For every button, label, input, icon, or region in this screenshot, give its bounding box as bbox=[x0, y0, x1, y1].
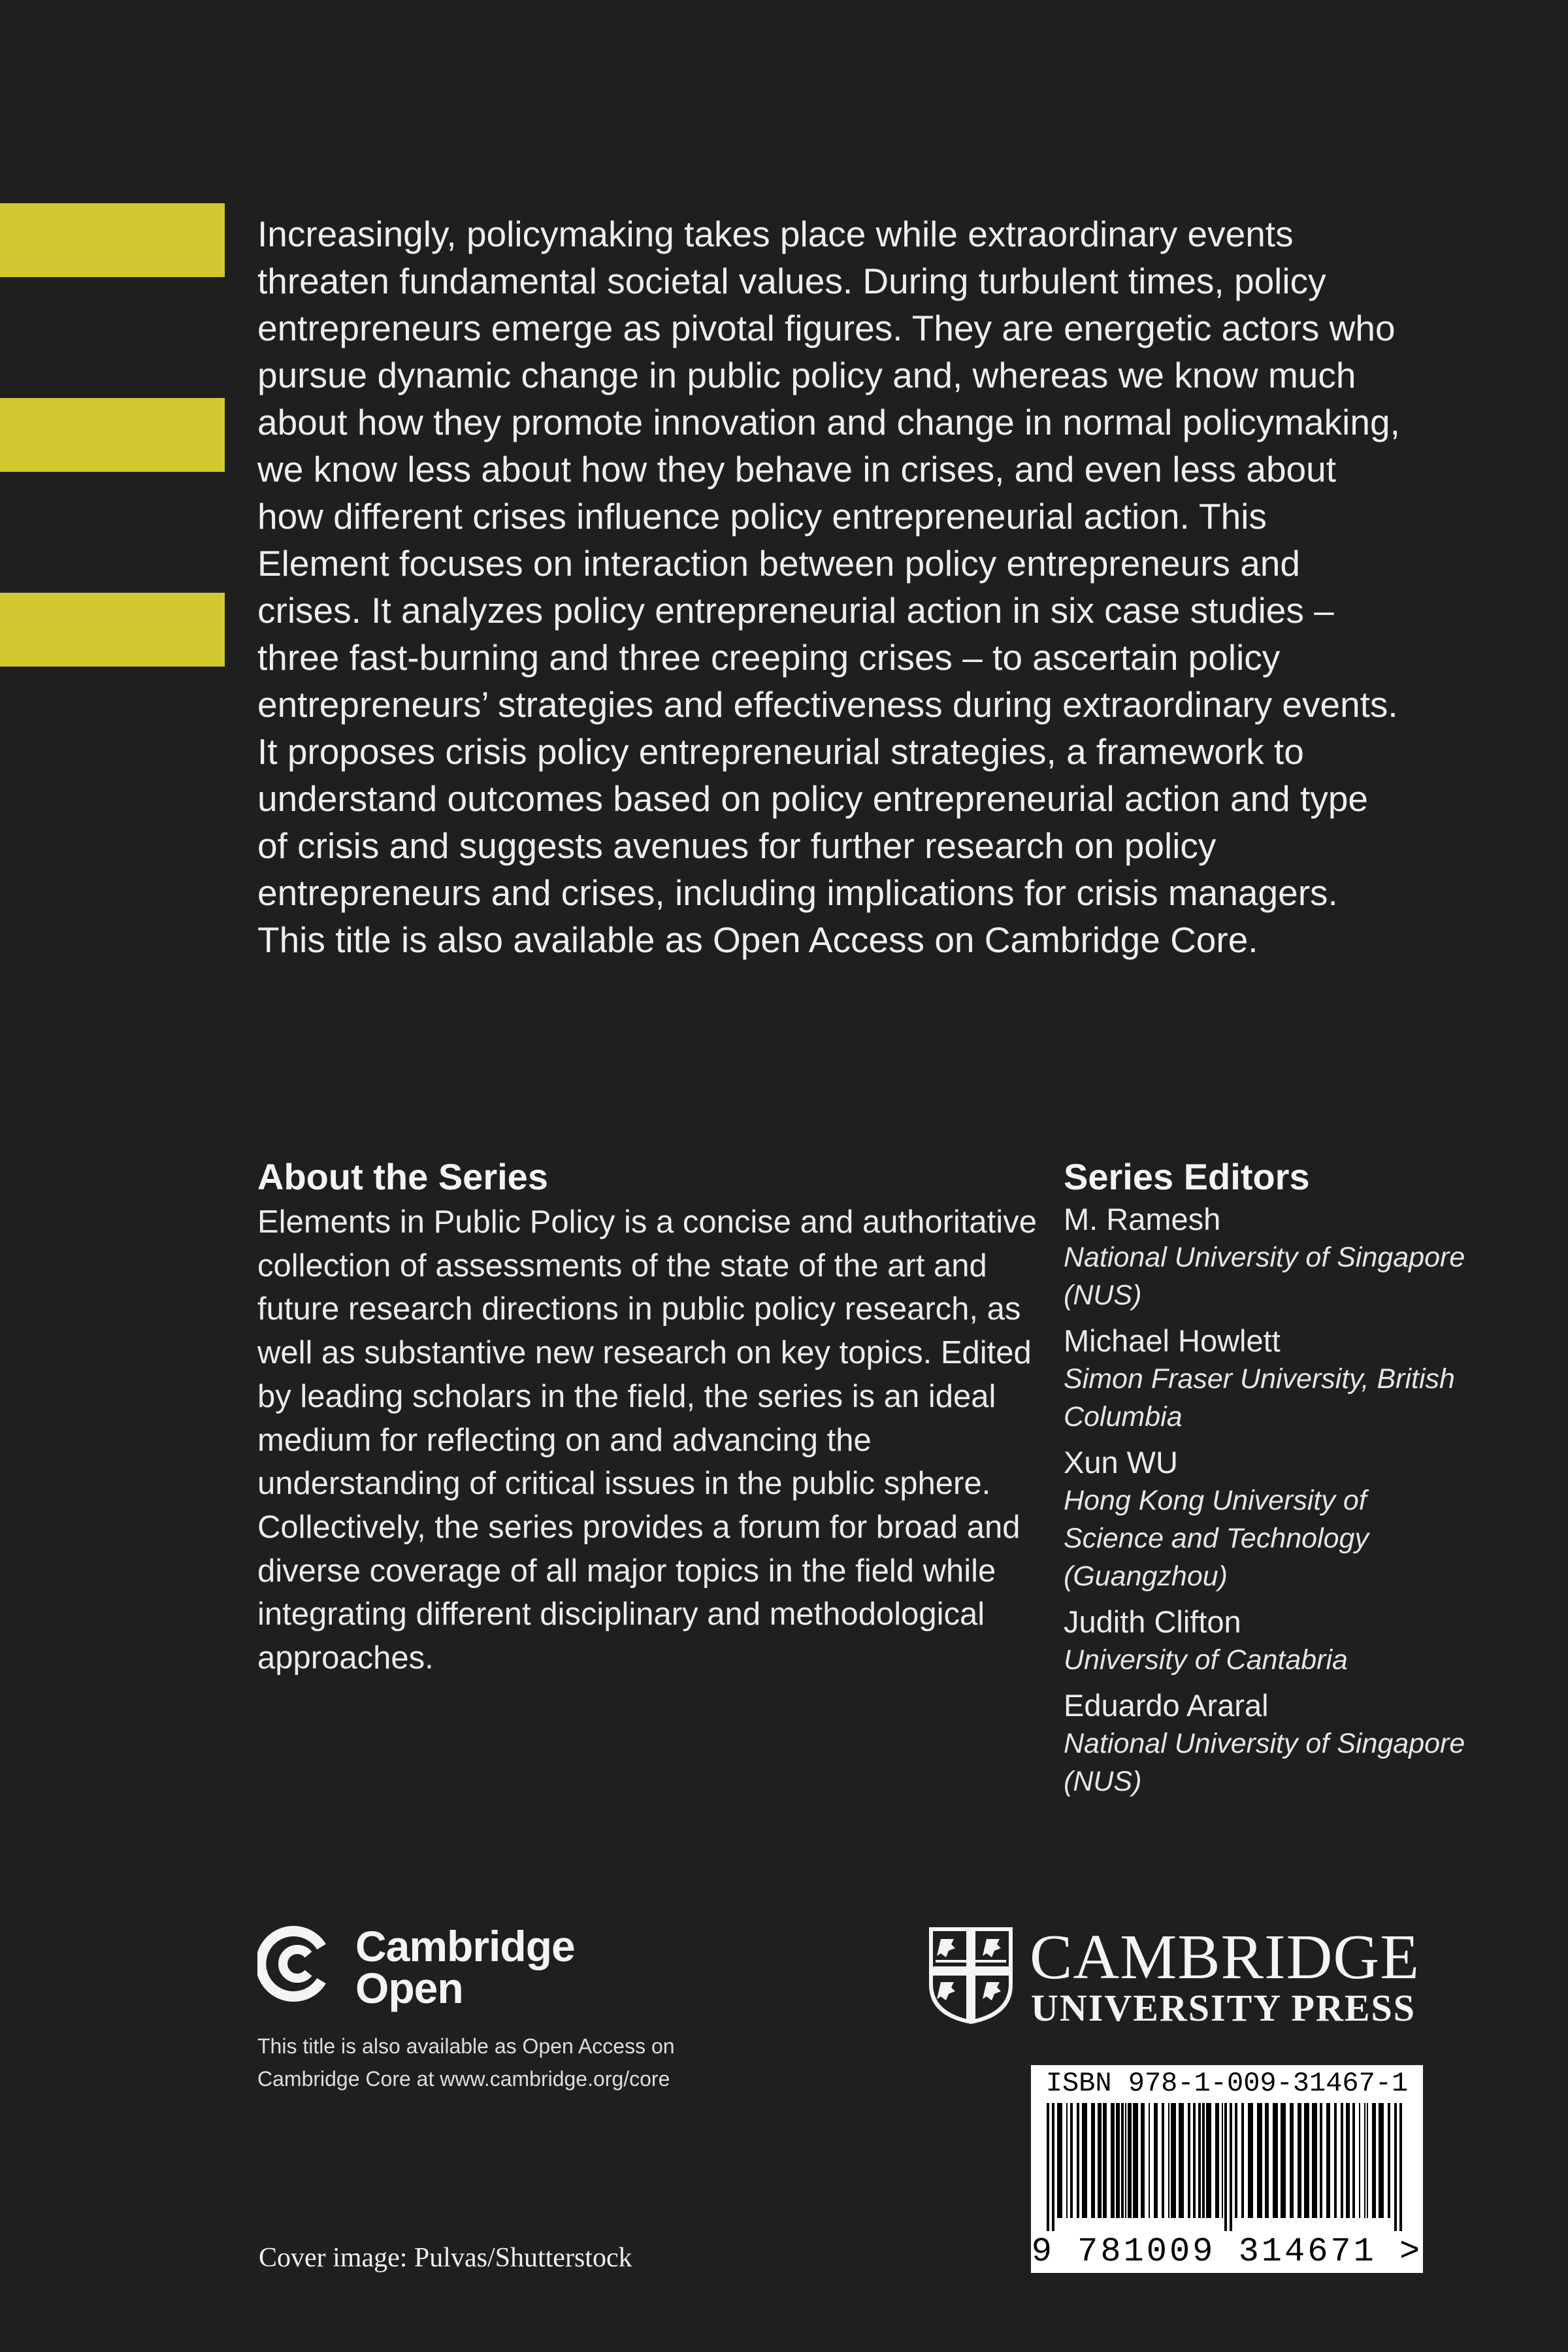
barcode-bar bbox=[1235, 2103, 1237, 2218]
barcode-bar bbox=[1198, 2103, 1201, 2218]
barcode-bar bbox=[1379, 2103, 1384, 2218]
barcode-bar bbox=[1162, 2103, 1164, 2218]
editor-name: Judith Clifton bbox=[1064, 1604, 1241, 1639]
barcode-bar bbox=[1141, 2103, 1145, 2218]
barcode-bar bbox=[1128, 2103, 1132, 2218]
barcode-bar bbox=[1326, 2103, 1330, 2218]
barcode-bar bbox=[1057, 2103, 1062, 2218]
barcode-bar bbox=[1116, 2103, 1120, 2218]
editor-entry bbox=[1064, 1322, 1469, 1436]
barcode-bar bbox=[1215, 2103, 1219, 2218]
accent-bar-1 bbox=[0, 203, 225, 277]
editor-name: Eduardo Araral bbox=[1064, 1688, 1269, 1723]
barcode-guard-bar bbox=[1394, 2103, 1397, 2231]
barcode-bar bbox=[1312, 2103, 1317, 2218]
barcode-bar bbox=[1367, 2103, 1368, 2218]
accent-bar-2 bbox=[0, 398, 225, 472]
barcode-bar bbox=[1149, 2103, 1150, 2218]
barcode-bar bbox=[1248, 2103, 1253, 2218]
barcode-bar bbox=[1103, 2103, 1107, 2218]
editor-entry bbox=[1064, 1603, 1469, 1679]
editor-name: M. Ramesh bbox=[1064, 1202, 1221, 1236]
barcode-bar bbox=[1241, 2103, 1244, 2218]
barcode-bar bbox=[1154, 2103, 1158, 2218]
barcode-bar bbox=[1125, 2103, 1126, 2218]
barcode-bar bbox=[1066, 2103, 1068, 2218]
cambridge-open-logo bbox=[257, 1922, 610, 2016]
cambridge-crest-icon bbox=[926, 1925, 1015, 2027]
cambridge-open-wordmark-line1: Cambridge bbox=[355, 1922, 575, 1970]
isbn-label: ISBN 978-1-009-31467-1 bbox=[1045, 2068, 1409, 2099]
open-access-note bbox=[257, 2030, 754, 2095]
series-editors-section bbox=[1064, 1153, 1469, 1808]
barcode-bar bbox=[1082, 2103, 1087, 2218]
barcode-guard-bar bbox=[1052, 2103, 1054, 2231]
barcode-bar bbox=[1257, 2103, 1262, 2218]
editor-affiliation: National University of Singapore (NUS) bbox=[1064, 1242, 1465, 1311]
about-series-heading: About the Series bbox=[257, 1156, 548, 1197]
barcode-bar bbox=[1188, 2103, 1190, 2218]
barcode-bar bbox=[1334, 2103, 1337, 2218]
barcode-bar bbox=[1070, 2103, 1073, 2218]
editor-entry bbox=[1064, 1687, 1469, 1800]
about-series-section bbox=[257, 1153, 1054, 1680]
barcode-bar bbox=[1304, 2103, 1309, 2218]
barcode-bar bbox=[1320, 2103, 1322, 2218]
cambridge-university-press-logo bbox=[926, 1922, 1423, 2029]
editor-entry bbox=[1064, 1444, 1469, 1595]
barcode-bar bbox=[1346, 2103, 1350, 2218]
cambridge-open-wordmark-line2: Open bbox=[355, 1964, 463, 2012]
publisher-name-line1: CAMBRIDGE bbox=[1030, 1922, 1420, 1993]
barcode-bar bbox=[1222, 2103, 1223, 2218]
book-blurb: Increasingly, policymaking takes place while extraordinary events threaten fundamental societal values. During turbulent times, policy entrepreneurs emerge as pivotal figures. They are energetic actors who pursue dynamic change in public policy and, whereas we know much about how they promote innovation and change in normal policymaking, we know less about how they behave in crises, and even less about how different crises influence policy entrepreneurial action. This Element focuses on interaction between policy entrepreneurs and crises. It analyzes policy entrepreneurial action in six case studies – three fast-burning and three creeping crises – to ascertain policy entrepreneurs’ strategies and effectiveness during extraordinary events. It proposes crisis policy entrepreneurial strategies, a framework to understand outcomes based on policy entrepreneurial action and type of crisis and suggests avenues for further research on policy entrepreneurs and crises, including implications for crisis managers. This title is also available as Open Access on Cambridge Core. bbox=[257, 214, 1400, 960]
open-access-note-line2: Cambridge Core at www.cambridge.org/core bbox=[257, 2067, 670, 2091]
barcode-bar bbox=[1133, 2103, 1138, 2218]
barcode-bar bbox=[1265, 2103, 1269, 2218]
barcode-bars bbox=[1040, 2103, 1414, 2231]
barcode-bar bbox=[1202, 2103, 1205, 2218]
barcode-bar bbox=[1364, 2103, 1365, 2218]
barcode-bar bbox=[1359, 2103, 1360, 2218]
barcode-bar bbox=[1290, 2103, 1294, 2218]
barcode-bar bbox=[1273, 2103, 1278, 2218]
barcode-bar bbox=[1111, 2103, 1115, 2218]
editor-affiliation: Hong Kong University of Science and Technology (Guangzhou) bbox=[1064, 1485, 1369, 1592]
barcode-bar bbox=[1121, 2103, 1124, 2218]
barcode-bar bbox=[1098, 2103, 1102, 2218]
barcode-bar bbox=[1341, 2103, 1343, 2218]
barcode-bar bbox=[1281, 2103, 1286, 2218]
editor-name: Xun WU bbox=[1064, 1445, 1178, 1480]
barcode-bar bbox=[1206, 2103, 1211, 2218]
open-access-note-line1: This title is also available as Open Access on bbox=[257, 2034, 675, 2058]
barcode-bar bbox=[1091, 2103, 1095, 2218]
barcode-bar bbox=[1171, 2103, 1176, 2218]
editor-affiliation: University of Cantabria bbox=[1064, 1644, 1348, 1676]
barcode-guard-bar bbox=[1224, 2103, 1227, 2231]
barcode-bar bbox=[1352, 2103, 1355, 2218]
accent-bar-3 bbox=[0, 593, 225, 667]
about-series-text: Elements in Public Policy is a concise and authoritative collection of assessments of the state of the art and future research directions in public policy research, as well as substantive new research on key topics. Edited by leading scholars in the field, the series is an ideal medium for reflecting on and advancing the understanding of critical issues in the public sphere. Collectively, the series provides a forum for broad and diverse coverage of all major topics in the field while integrating different disciplinary and methodological approaches. bbox=[257, 1204, 1037, 1676]
isbn-barcode bbox=[1031, 2065, 1423, 2273]
editor-entry bbox=[1064, 1201, 1469, 1314]
editor-name: Michael Howlett bbox=[1064, 1323, 1281, 1358]
barcode-bar bbox=[1388, 2103, 1390, 2218]
barcode-guard-bar bbox=[1047, 2103, 1049, 2231]
cover-image-credit: Cover image: Pulvas/Shutterstock bbox=[259, 2243, 632, 2273]
barcode-bar bbox=[1077, 2103, 1079, 2218]
barcode-guard-bar bbox=[1230, 2103, 1232, 2231]
series-editors-heading: Series Editors bbox=[1064, 1156, 1310, 1197]
barcode-guard-bar bbox=[1399, 2103, 1402, 2231]
barcode-bar bbox=[1298, 2103, 1301, 2218]
isbn-digits: 9 781009 314671 > bbox=[1031, 2232, 1423, 2271]
barcode-bar bbox=[1168, 2103, 1169, 2218]
barcode-bar bbox=[1179, 2103, 1184, 2218]
barcode-bar bbox=[1372, 2103, 1376, 2218]
editor-affiliation: National University of Singapore (NUS) bbox=[1064, 1728, 1465, 1797]
barcode-bar bbox=[1193, 2103, 1196, 2218]
editor-affiliation: Simon Fraser University, British Columbia bbox=[1064, 1363, 1455, 1433]
publisher-name-line2: UNIVERSITY PRESS bbox=[1031, 1987, 1416, 2029]
cambridge-open-logo-icon bbox=[257, 1925, 336, 2003]
